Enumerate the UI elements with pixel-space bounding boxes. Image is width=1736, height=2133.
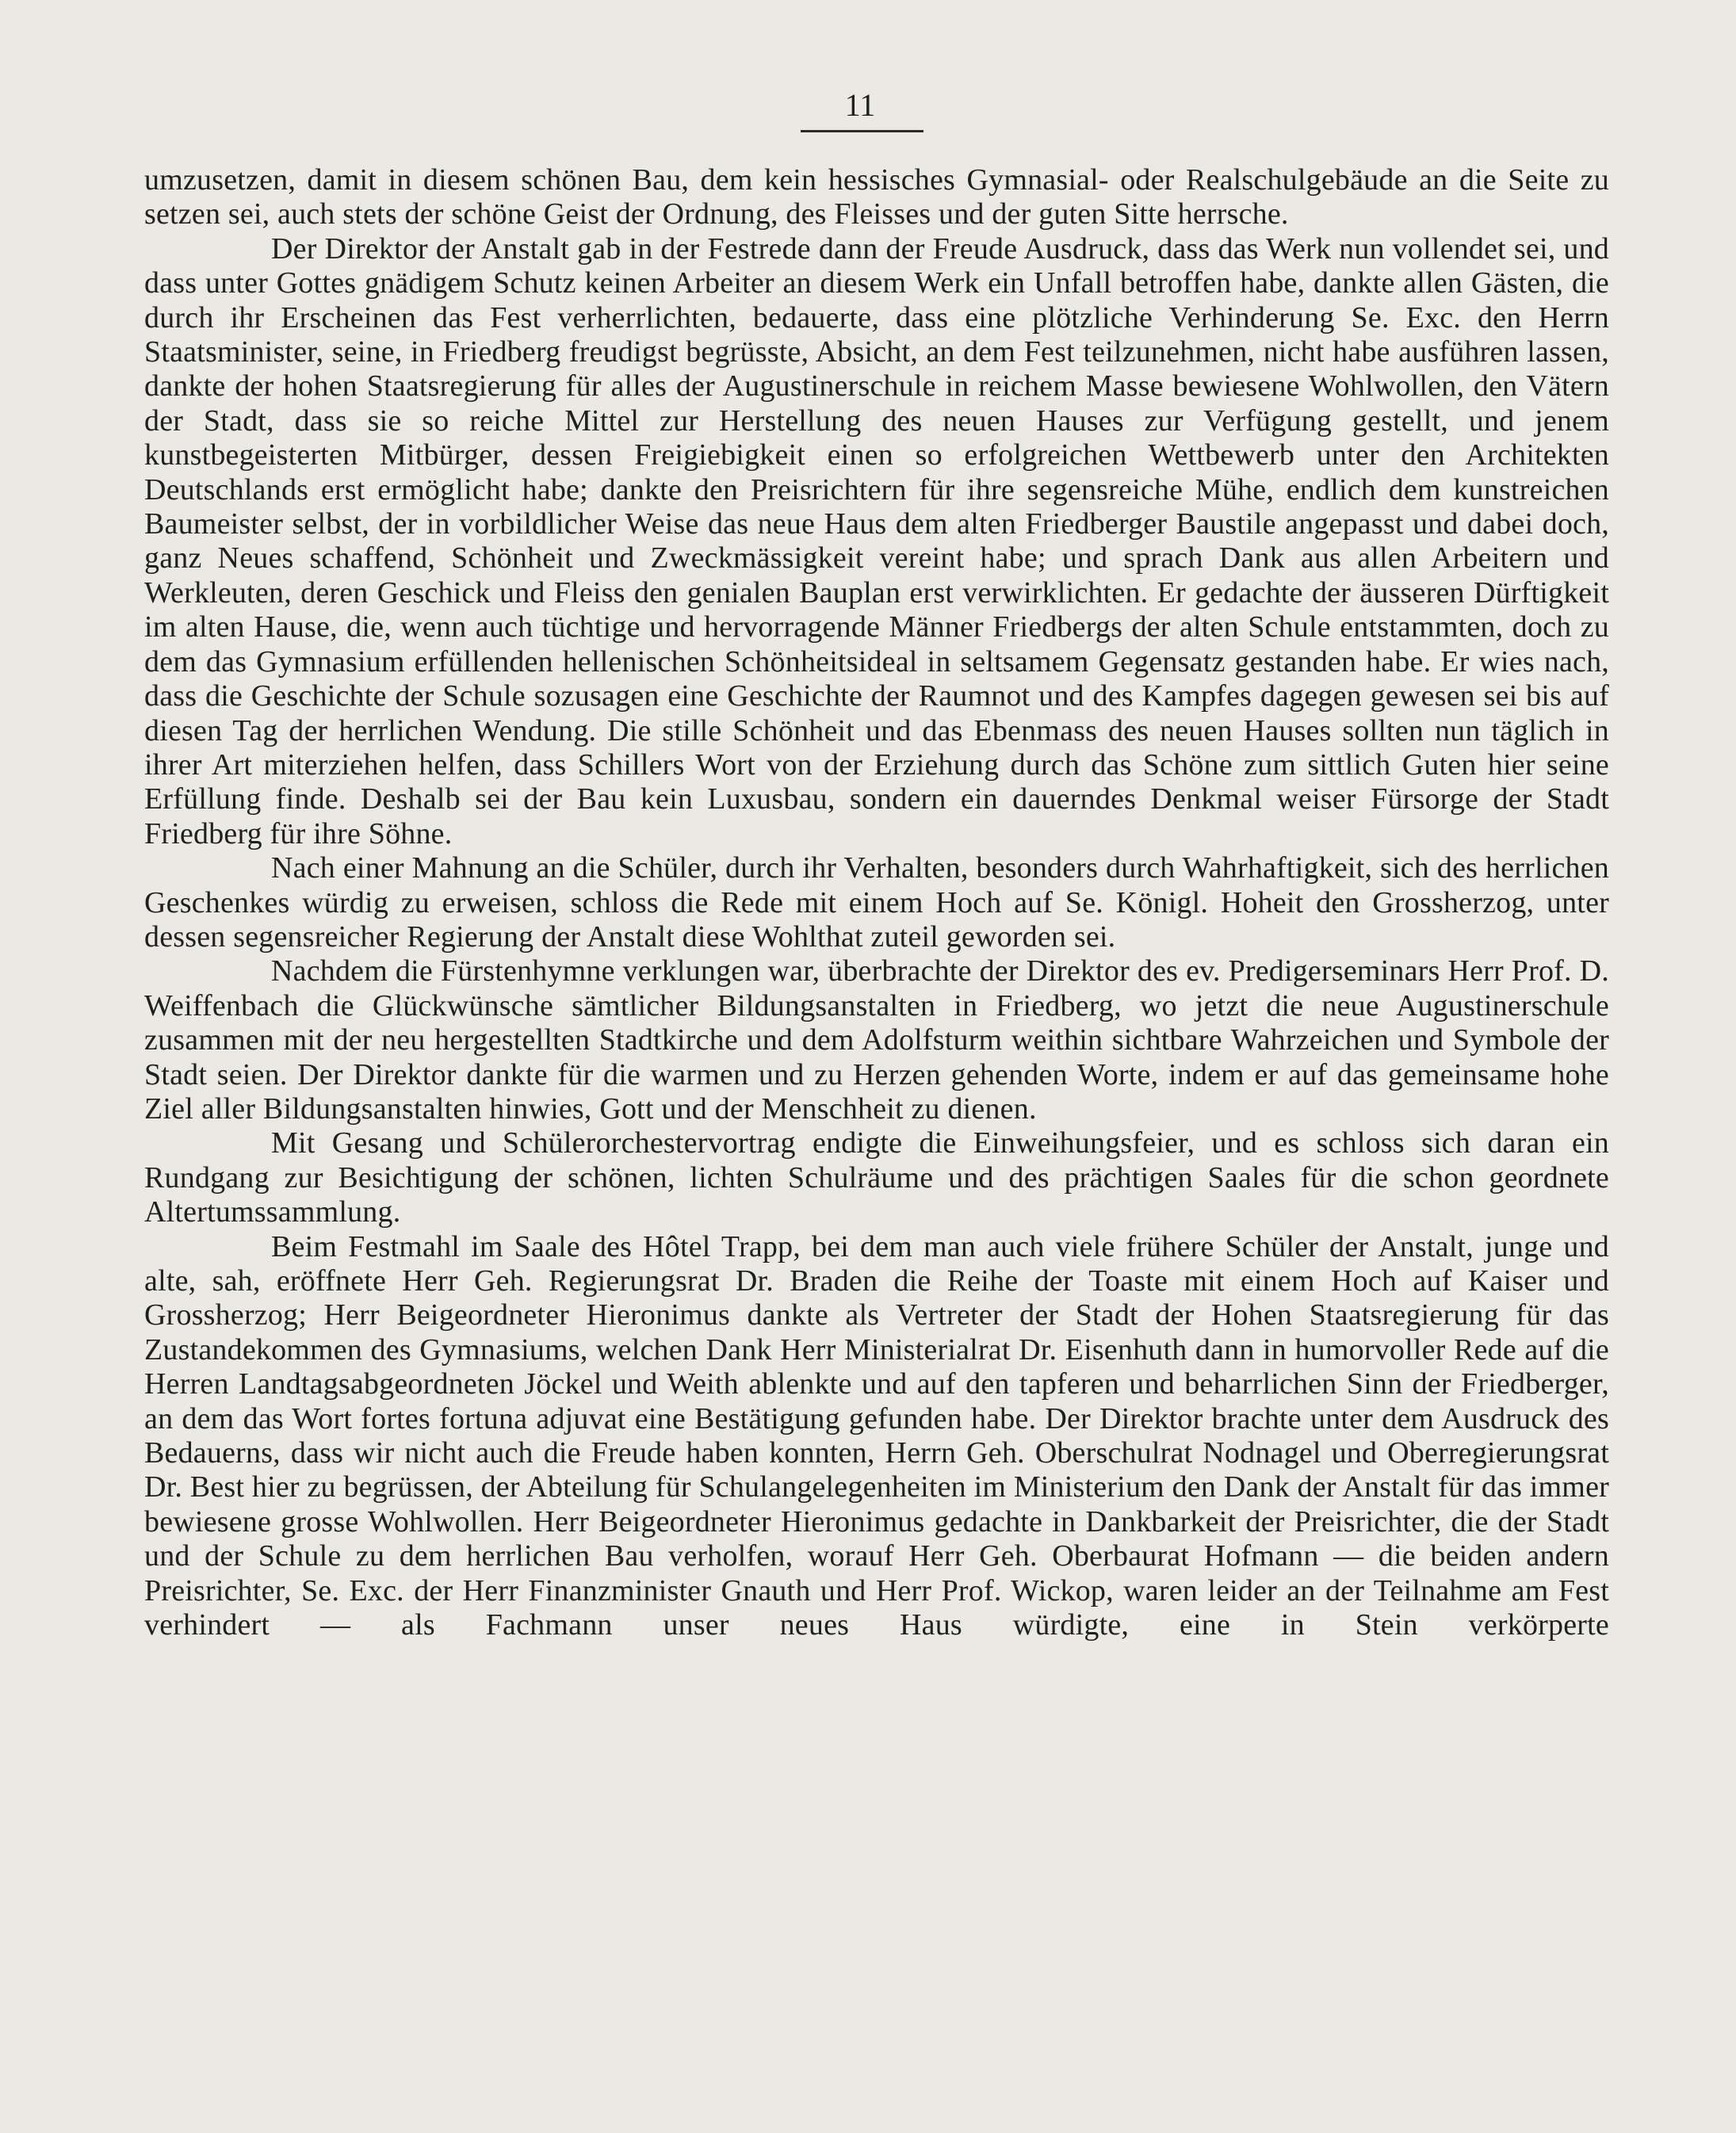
paragraph: Nachdem die Fürstenhymne verklungen war, überbrachte der Direktor des ev. Predigerseminars Herr Prof. D. Weiffenbach die Glückwünsche sämtlicher Bildungsanstalten in Friedberg, wo jetzt die neue Augustinerschule zusammen mit der neu hergestellten Stadtkirche und dem Adolfsturm weithin sichtbare Wahrzeichen und Symbole der Stadt seien. Der Direktor dankte für die warmen und zu Herzen gehenden Worte, indem er auf das gemeinsame hohe Ziel aller Bildungsanstalten hinwies, Gott und der Menschheit zu dienen. <box>144 954 1609 1126</box>
paragraph: umzusetzen, damit in diesem schönen Bau, dem kein hessisches Gymnasial- oder Realschulgebäude an die Seite zu setzen sei, auch stets der schöne Geist der Ordnung, des Fleisses und der guten Sitte herrsche. <box>144 163 1609 231</box>
paragraph: Der Direktor der Anstalt gab in der Festrede dann der Freude Ausdruck, dass das Werk nun vollendet sei, und dass unter Gottes gnädigem Schutz keinen Arbeiter an diesem Werk ein Unfall betroffen habe, dankte allen Gästen, die durch ihr Erscheinen das Fest verherrlichten, bedauerte, dass eine plötzliche Verhinderung Se. Exc. den Herrn Staatsminister, seine, in Friedberg freudigst begrüsste, Absicht, an dem Fest teilzunehmen, nicht habe ausführen lassen, dankte der hohen Staatsregierung für alles der Augustinerschule in reichem Masse bewiesene Wohlwollen, den Vätern der Stadt, dass sie so reiche Mittel zur Herstellung des neuen Hauses zur Verfügung gestellt, und jenem kunstbegeisterten Mitbürger, dessen Freigiebigkeit einen so erfolgreichen Wettbewerb unter den Architekten Deutschlands erst ermöglicht habe; dankte den Preisrichtern für ihre segensreiche Mühe, endlich dem kunstreichen Baumeister selbst, der in vorbildlicher Weise das neue Haus dem alten Friedberger Baustile angepasst und dabei doch, ganz Neues schaffend, Schönheit und Zweckmässigkeit vereint habe; und sprach Dank aus allen Arbeitern und Werkleuten, deren Geschick und Fleiss den genialen Bauplan erst verwirklichten. Er gedachte der äusseren Dürftigkeit im alten Hause, die, wenn auch tüchtige und hervorragende Männer Friedbergs der alten Schule entstammten, doch zu dem das Gymnasium erfüllenden hellenischen Schönheitsideal in seltsamem Gegensatz gestanden habe. Er wies nach, dass die Geschichte der Schule sozusagen eine Geschichte der Raumnot und des Kampfes dagegen gewesen sei bis auf diesen Tag der herrlichen Wendung. Die stille Schönheit und das Ebenmass des neuen Hauses sollten nun täglich in ihrer Art miterziehen helfen, dass Schillers Wort von der Erziehung durch das Schöne zum sittlich Guten hier seine Erfüllung finde. Deshalb sei der Bau kein Luxusbau, sondern ein dauerndes Denkmal weiser Fürsorge der Stadt Friedberg für ihre Söhne. <box>144 231 1609 851</box>
page-number-rule <box>801 130 923 132</box>
paragraph: Beim Festmahl im Saale des Hôtel Trapp, bei dem man auch viele frühere Schüler der Anstalt, junge und alte, sah, eröffnete Herr Geh. Regierungsrat Dr. Braden die Reihe der Toaste mit einem Hoch auf Kaiser und Grossherzog; Herr Beigeordneter Hieronimus dankte als Vertreter der Stadt der Hohen Staatsregierung für das Zustandekommen des Gymnasiums, welchen Dank Herr Ministerialrat Dr. Eisenhuth dann in humorvoller Rede auf die Herren Landtagsabgeordneten Jöckel und Weith ablenkte und auf den tapferen und beharrlichen Sinn der Friedberger, an dem das Wort fortes fortuna adjuvat eine Bestätigung gefunden habe. Der Direktor brachte unter dem Ausdruck des Bedauerns, dass wir nicht auch die Freude haben konnten, Herrn Geh. Oberschulrat Nodnagel und Oberregierungsrat Dr. Best hier zu begrüssen, der Abteilung für Schulangelegenheiten im Ministerium den Dank der Anstalt für das immer bewiesene grosse Wohlwollen. Herr Beigeordneter Hieronimus gedachte in Dankbarkeit der Preisrichter, die der Stadt und der Schule zu dem herrlichen Bau verholfen, worauf Herr Geh. Oberbaurat Hofmann — die beiden andern Preisrichter, Se. Exc. der Herr Finanzminister Gnauth und Herr Prof. Wickop, waren leider an der Teilnahme am Fest verhindert — als Fachmann unser neues Haus würdigte, eine in Stein verkörperte <box>144 1229 1609 1642</box>
paragraph: Mit Gesang und Schülerorchestervortrag endigte die Einweihungsfeier, und es schloss sich daran ein Rundgang zur Besichtigung der schönen, lichten Schulräume und des prächtigen Saales für die schon geordnete Altertumssammlung. <box>144 1126 1609 1229</box>
paragraph: Nach einer Mahnung an die Schüler, durch ihr Verhalten, besonders durch Wahrhaftigkeit, sich des herrlichen Geschenkes würdig zu erweisen, schloss die Rede mit einem Hoch auf Se. Königl. Hoheit den Grossherzog, unter dessen segensreicher Regierung der Anstalt diese Wohlthat zuteil geworden sei. <box>144 851 1609 954</box>
page-number: 11 <box>844 87 876 123</box>
body-text <box>144 163 1609 1642</box>
